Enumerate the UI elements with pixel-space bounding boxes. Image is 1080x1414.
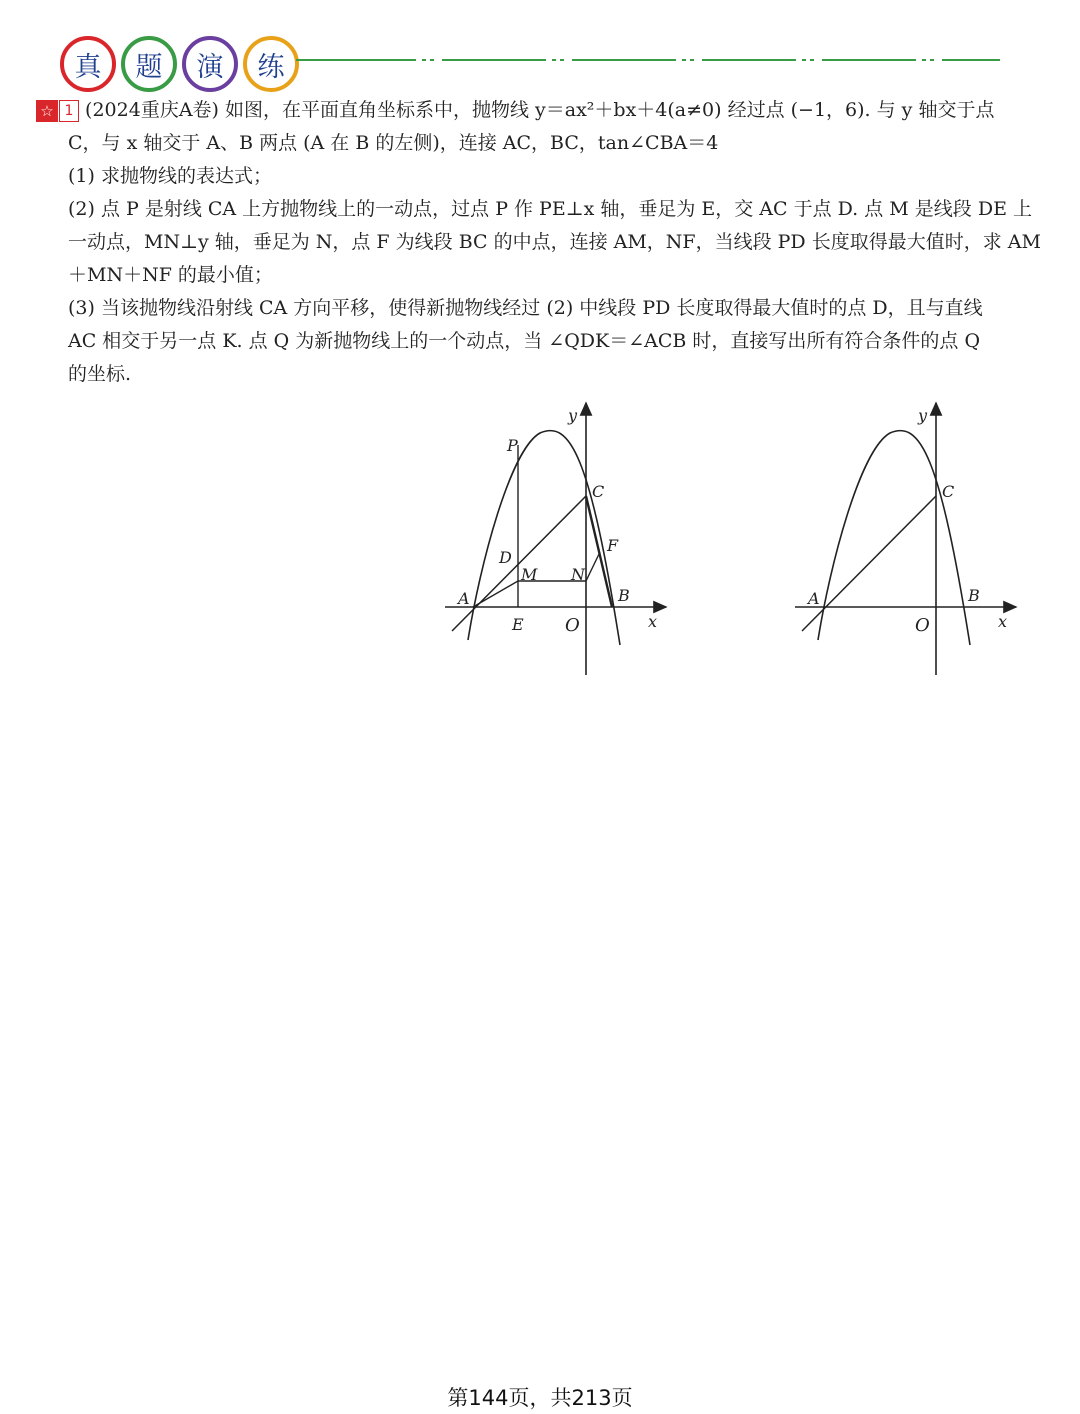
banner-badge-yan bbox=[182, 36, 238, 92]
banner-badge-zhen bbox=[60, 36, 116, 92]
label-b: B bbox=[618, 586, 630, 605]
banner-char: 练 bbox=[257, 51, 285, 83]
label-a: A bbox=[808, 589, 820, 608]
problem-text-line: (2) 点 P 是射线 CA 上方抛物线上的一动点，过点 P 作 PE⊥x 轴，垂足为 E，交 AC 于点 D. 点 M 是线段 DE 上 bbox=[68, 198, 1032, 220]
problem-line-1 bbox=[36, 95, 994, 125]
line-nf bbox=[586, 552, 600, 581]
label-e: E bbox=[512, 615, 524, 634]
label-b: B bbox=[968, 586, 980, 605]
label-c: C bbox=[592, 482, 605, 501]
question-3-line-1 bbox=[68, 293, 983, 323]
problem-text-line: (3) 当该抛物线沿射线 CA 方向平移，使得新抛物线经过 (2) 中线段 PD 长度取得最大值时的点 D，且与直线 bbox=[68, 297, 983, 319]
star-icon: ☆ bbox=[36, 100, 58, 122]
problem-text-line: C，与 x 轴交于 A、B 两点 (A 在 B 的左侧)，连接 AC，BC，tan∠CBA＝4 bbox=[68, 132, 719, 154]
figure-1 bbox=[440, 395, 680, 685]
page-footer: 第144页，共213页 bbox=[447, 1386, 633, 1410]
label-o: O bbox=[565, 615, 580, 636]
label-c: C bbox=[942, 482, 955, 501]
banner-char: 真 bbox=[74, 51, 102, 83]
problem-line-2 bbox=[68, 128, 718, 158]
problem-text-line: (2024重庆A卷) 如图，在平面直角坐标系中，抛物线 y＝ax²＋bx＋4(a≠0) 经过点 (−1，6). 与 y 轴交于点 bbox=[85, 99, 995, 121]
banner-divider-line bbox=[296, 34, 1000, 90]
label-f: F bbox=[607, 536, 619, 555]
problem-number: 1 bbox=[59, 100, 79, 122]
figure-2 bbox=[790, 395, 1030, 685]
section-banner bbox=[60, 34, 1000, 90]
label-y: y bbox=[568, 406, 578, 425]
banner-char: 题 bbox=[135, 51, 163, 83]
label-x: x bbox=[648, 612, 658, 631]
question-2-line-1 bbox=[68, 194, 1032, 224]
label-o: O bbox=[915, 615, 930, 636]
problem-text-line: 的坐标. bbox=[68, 363, 132, 385]
banner-badge-ti bbox=[121, 36, 177, 92]
label-m: M bbox=[521, 565, 538, 584]
banner-char: 演 bbox=[196, 51, 224, 83]
label-d: D bbox=[499, 548, 512, 567]
line-ac bbox=[452, 496, 586, 631]
label-n: N bbox=[571, 565, 585, 584]
problem-text-line: (1) 求抛物线的表达式； bbox=[68, 165, 272, 187]
problem-text-line: ＋MN＋NF 的最小值； bbox=[68, 264, 273, 286]
question-3-line-2 bbox=[68, 326, 980, 356]
label-a: A bbox=[458, 589, 470, 608]
question-1 bbox=[68, 161, 272, 191]
problem-text-line: AC 相交于另一点 K. 点 Q 为新抛物线上的一个动点，当 ∠QDK＝∠ACB 时，直接写出所有符合条件的点 Q bbox=[68, 330, 981, 352]
label-x: x bbox=[998, 612, 1008, 631]
line-ac bbox=[802, 496, 936, 631]
banner-badge-lian bbox=[243, 36, 299, 92]
problem-text-line: 一动点，MN⊥y 轴，垂足为 N，点 F 为线段 BC 的中点，连接 AM，NF，当线段 PD 长度取得最大值时，求 AM bbox=[68, 231, 1041, 253]
line-am bbox=[473, 581, 518, 607]
question-2-line-2 bbox=[68, 227, 1041, 257]
question-3-line-3 bbox=[68, 359, 131, 389]
label-p: P bbox=[507, 436, 518, 455]
label-y: y bbox=[918, 406, 928, 425]
question-2-line-3 bbox=[68, 260, 273, 290]
